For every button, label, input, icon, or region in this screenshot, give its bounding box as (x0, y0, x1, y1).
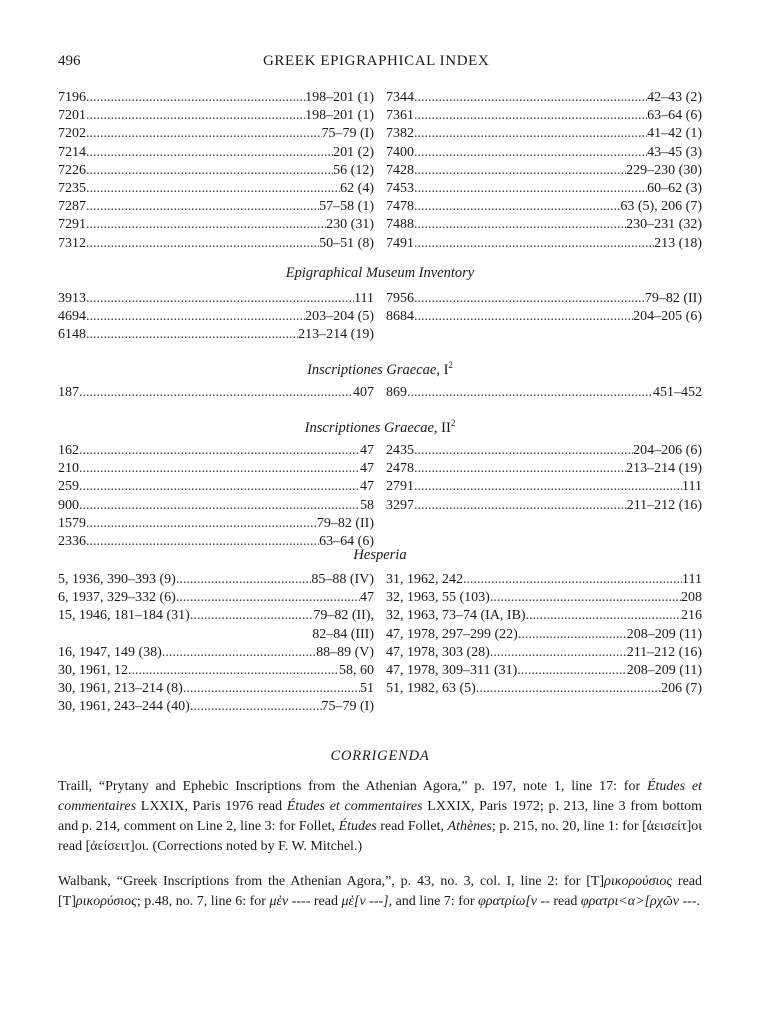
index-row: 4694 ..... 203–204 (5) (58, 308, 374, 326)
right-column (386, 571, 702, 717)
index-row: 47, 1978, 309–311 (31) ..... 208–209 (11) (386, 662, 702, 680)
index-row: 47, 1978, 297–299 (22) ..... 208–209 (11) (386, 626, 702, 644)
index-table-top (58, 89, 702, 253)
corrigenda-paragraph-walbank: Walbank, “Greek Inscriptions from the Athenian Agora,”, p. 43, no. 3, col. I, line 2: for [Τ]ρικορούσιος read [Τ]ρικορύσιος; p.48, no. 7, line 6: for μὲν ---- read μὲ[ν ---], and line 7: for φρατρίω[ν -- read φρατρι<α>[ρχῶν ---. (58, 874, 702, 909)
index-row: 7202 ..... 75–79 (I) (58, 125, 374, 143)
index-row: 7488 ..... 230–231 (32) (386, 216, 702, 234)
index-row: 7287 ..... 57–58 (1) (58, 198, 374, 216)
index-row: 31, 1962, 242 ..... 111 (386, 571, 702, 589)
index-row: 7344 ..... 42–43 (2) (386, 89, 702, 107)
page-header (58, 53, 702, 73)
section-title-ig1: Inscriptiones Graecae, $I^2$ (307, 360, 453, 378)
index-row: 32, 1963, 73–74 (IA, IB) ..... 216 (386, 607, 702, 625)
index-row: 259 ..... 47 (58, 478, 374, 496)
index-row: 15, 1946, 181–184 (31) ..... 79–82 (II), (58, 607, 374, 625)
left-column (58, 89, 374, 253)
index-row: 7361 ..... 63–64 (6) (386, 107, 702, 125)
index-row: 210 ..... 47 (58, 460, 374, 478)
index-row: 30, 1961, 12 ..... 58, 60 (58, 662, 374, 680)
index-row: 2791 ..... 111 (386, 478, 702, 496)
corrigenda-paragraph-traill: Traill, “Prytany and Ephebic Inscriptions from the Athenian Agora,” p. 197, note 1, line 17: for Études et commentaires LXXIX, Paris 1976 read Études et commentaires LXXIX, Paris 1972; p. 213, line 3 from bottom and p. 214, comment on Line 2, line 3: for Follet, Études read Follet, Athènes; p. 215, no. 20, line 1: for [ἀεισείτ]οι read [ἀείσειτ]οι. (Corrections noted by F. W. Mitchel.) (58, 779, 702, 854)
right-column (386, 442, 702, 551)
left-column (58, 442, 374, 551)
index-row: 3297 ..... 211–212 (16) (386, 497, 702, 515)
index-row: 2435 ..... 204–206 (6) (386, 442, 702, 460)
index-row: 3913 ..... 111 (58, 290, 374, 308)
index-row: 7291 ..... 230 (31) (58, 216, 374, 234)
index-table-hesperia (58, 571, 702, 717)
right-column (386, 384, 702, 402)
index-row: 8684 ..... 204–205 (6) (386, 308, 702, 326)
index-table-museum (58, 290, 702, 345)
index-row: 16, 1947, 149 (38) ..... 88–89 (V) (58, 644, 374, 662)
right-column (386, 290, 702, 345)
index-row: 51, 1982, 63 (5) ..... 206 (7) (386, 680, 702, 698)
index-table-ig1 (58, 384, 702, 402)
index-row: 900 ..... 58 (58, 497, 374, 515)
page-number: 496 (58, 53, 81, 69)
index-row: 30, 1961, 213–214 (8) ..... 51 (58, 680, 374, 698)
index-row: 7956 ..... 79–82 (II) (386, 290, 702, 308)
index-row: 7201 ..... 198–201 (1) (58, 107, 374, 125)
index-row: 7235 ..... 62 (4) (58, 180, 374, 198)
index-row: 7478 ..... 63 (5), 206 (7) (386, 198, 702, 216)
index-row: 162 ..... 47 (58, 442, 374, 460)
index-row: 7400 ..... 43–45 (3) (386, 144, 702, 162)
index-row: 2478 ..... 213–214 (19) (386, 460, 702, 478)
section-title-museum: Epigraphical Museum Inventory (285, 265, 475, 281)
index-row: 5, 1936, 390–393 (9) ..... 85–88 (IV) (58, 571, 374, 589)
index-row: 6, 1937, 329–332 (6) ..... 47 (58, 589, 374, 607)
running-title: GREEK EPIGRAPHICAL INDEX (263, 53, 490, 69)
index-row: 1579 ..... 79–82 (II) (58, 515, 374, 533)
corrigenda-title: CORRIGENDA (330, 748, 430, 764)
index-row: 187 ..... 407 (58, 384, 374, 402)
index-table-ig2 (58, 442, 702, 551)
index-row: 6148 ..... 213–214 (19) (58, 326, 374, 344)
index-row: 7226 ..... 56 (12) (58, 162, 374, 180)
index-row: 7453 ..... 60–62 (3) (386, 180, 702, 198)
left-column (58, 571, 374, 717)
index-row: 7428 ..... 229–230 (30) (386, 162, 702, 180)
section-title-ig2: Inscriptiones Graecae, $II^2$ (304, 418, 456, 436)
index-row: 7491 ..... 213 (18) (386, 235, 702, 253)
section-title-hesperia: Hesperia (353, 547, 407, 563)
index-row: 7214 ..... 201 (2) (58, 144, 374, 162)
index-row: 7196 ..... 198–201 (1) (58, 89, 374, 107)
index-row: 47, 1978, 303 (28) ..... 211–212 (16) (386, 644, 702, 662)
index-row: 2336 ..... 63–64 (6) (58, 533, 374, 551)
index-row: 7382 ..... 41–42 (1) (386, 125, 702, 143)
index-row: 869 ..... 451–452 (386, 384, 702, 402)
index-row: 32, 1963, 55 (103) ..... 208 (386, 589, 702, 607)
index-row-continuation: 82–84 (III) (312, 626, 374, 642)
left-column (58, 290, 374, 345)
left-column (58, 384, 374, 402)
right-column (386, 89, 702, 253)
index-row: 30, 1961, 243–244 (40) ..... 75–79 (I) (58, 698, 374, 716)
index-row: 7312 ..... 50–51 (8) (58, 235, 374, 253)
